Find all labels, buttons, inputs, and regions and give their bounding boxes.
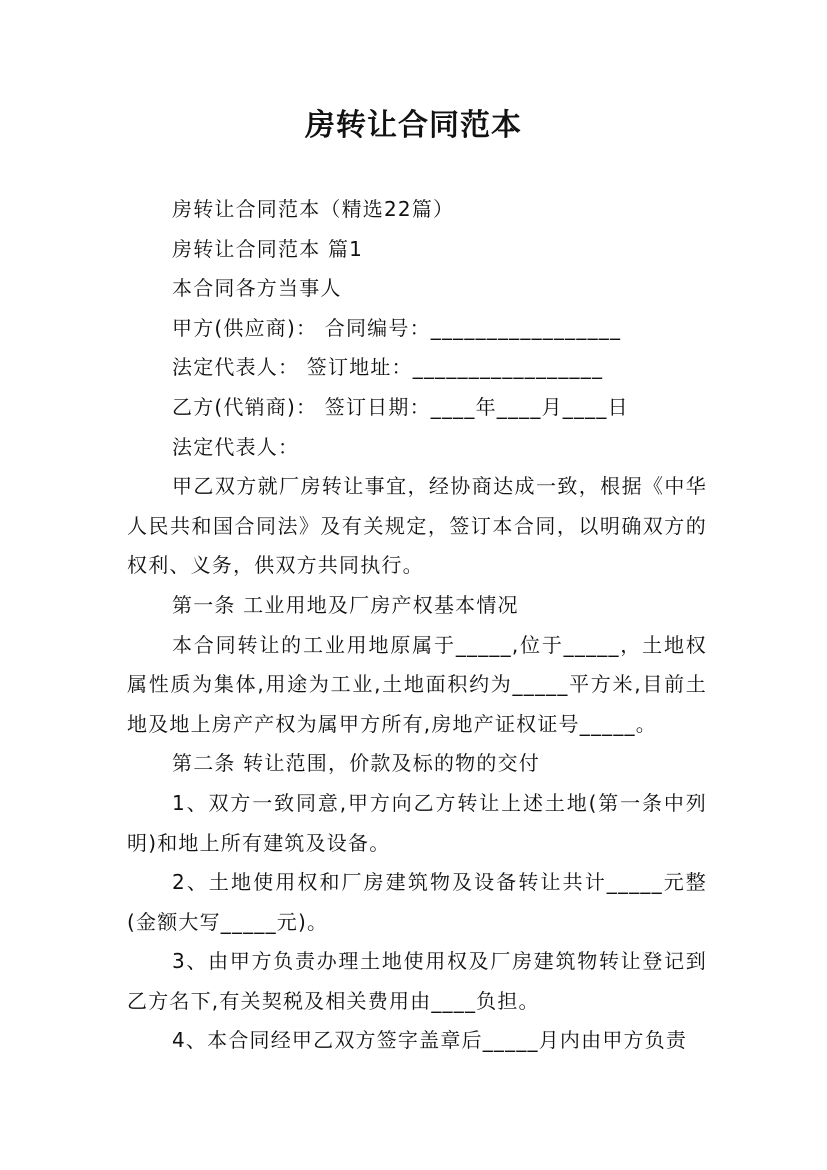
paragraph-subtitle: 房转让合同范本（精选22篇） xyxy=(172,197,455,221)
paragraph-article-heading: 房转让合同范本 篇1 xyxy=(172,236,364,261)
paragraph-clause-2-item-2: 2、土地使用权和厂房建筑物及设备转让共计_____元整(金额大写_____元)。 xyxy=(127,870,707,934)
paragraph-clause-2-heading: 第二条 转让范围，价款及标的物的交付 xyxy=(172,751,540,776)
paragraph-legal-rep-a: 法定代表人： 签订地址：_________________ xyxy=(172,355,604,380)
paragraph-preamble: 甲乙双方就厂房转让事宜，经协商达成一致，根据《中华人民共和国合同法》及有关规定，签订本合同，以明确双方的权利、义务，供双方共同执行。 xyxy=(127,474,707,578)
paragraph-legal-rep-b: 法定代表人： xyxy=(172,434,300,459)
paragraph-party-b: 乙方(代销商)： 签订日期：____年____月____日 xyxy=(172,394,629,419)
document-title: 房转让合同范本 xyxy=(305,108,522,143)
paragraph-clause-1-heading: 第一条 工业用地及厂房产权基本情况 xyxy=(172,592,519,617)
paragraph-clause-2-item-4: 4、本合同经甲乙双方签字盖章后_____月内由甲方负责 xyxy=(172,1028,688,1053)
paragraph-clause-2-item-1: 1、双方一致同意,甲方向乙方转让上述土地(第一条中列明)和地上所有建筑及设备。 xyxy=(127,790,707,855)
document-body xyxy=(127,190,707,1061)
paragraph-clause-2-item-3: 3、由甲方负责办理土地使用权及厂房建筑物转让登记到乙方名下,有关契税及相关费用由____负担。 xyxy=(127,949,707,1013)
paragraph-party-a: 甲方(供应商)： 合同编号：_________________ xyxy=(172,315,622,340)
paragraph-clause-1-body: 本合同转让的工业用地原属于_____,位于_____，土地权属性质为集体,用途为工业,土地面积约为_____平方米,目前土地及地上房产产权为属甲方所有,房地产证权证号_____。 xyxy=(127,632,707,736)
paragraph-parties: 本合同各方当事人 xyxy=(172,276,342,301)
